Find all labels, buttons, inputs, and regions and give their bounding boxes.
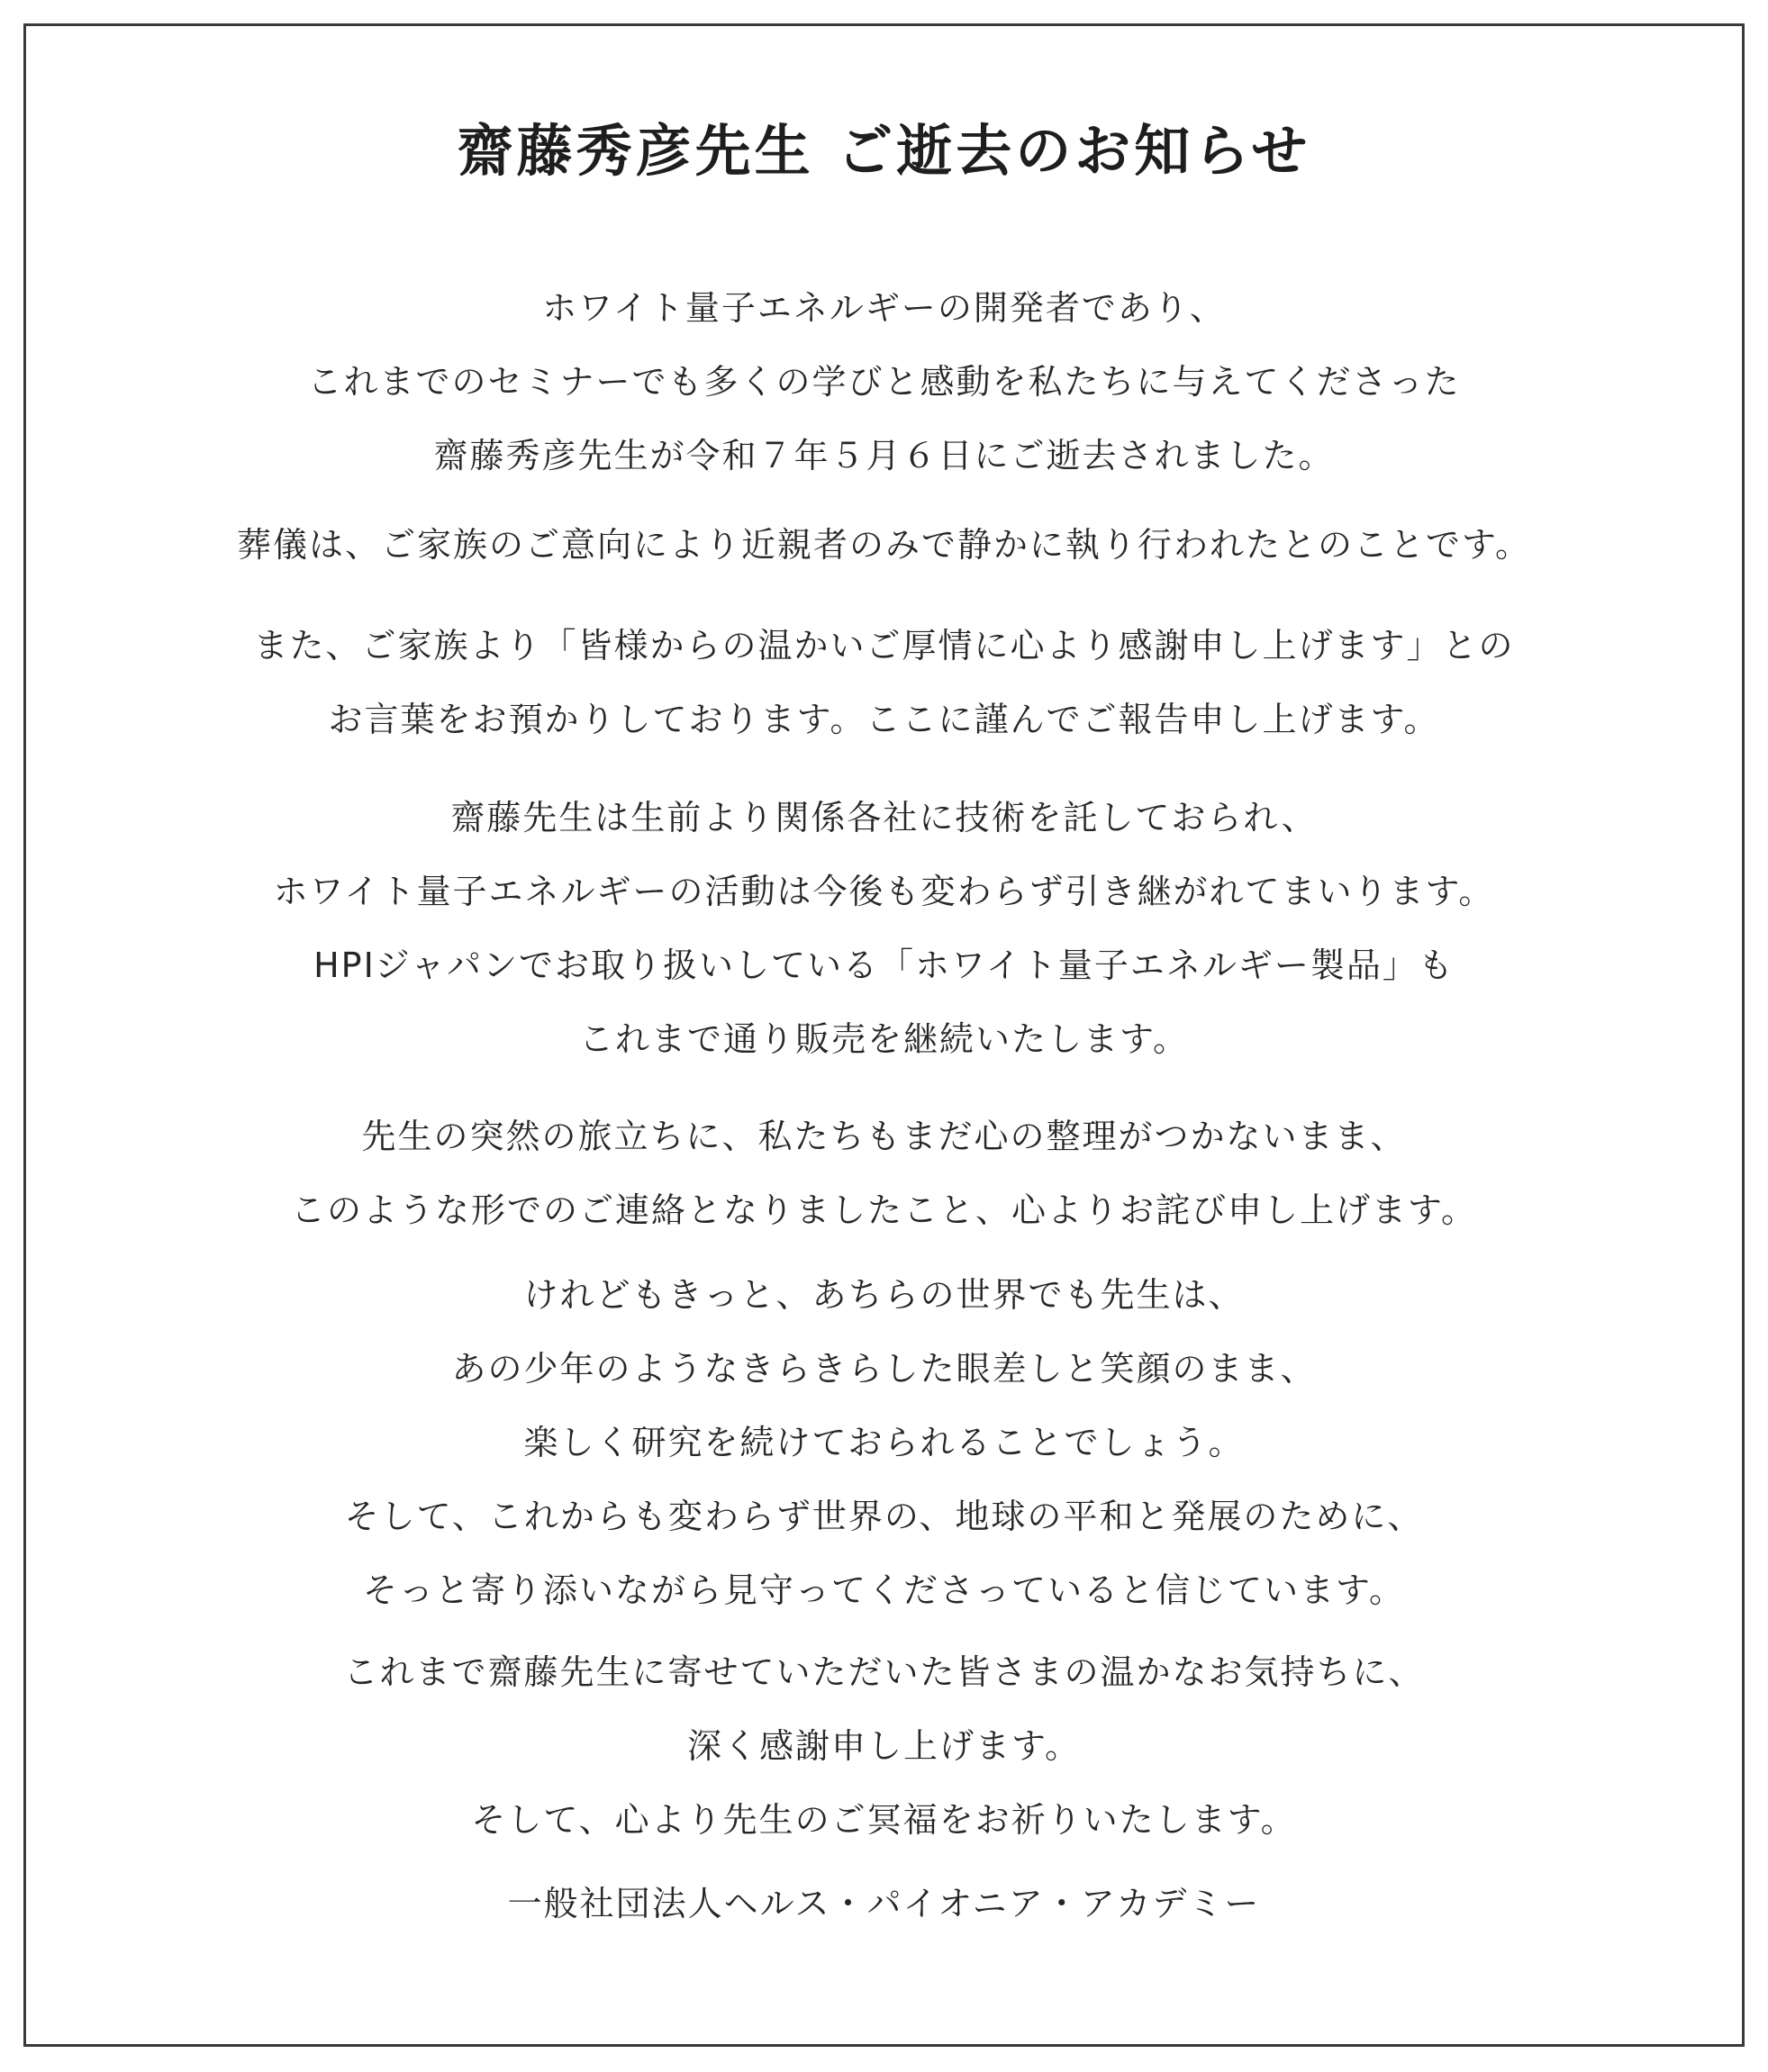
paragraph-apology <box>0 1099 1768 1247</box>
paragraph-line: これまでのセミナーでも多くの学びと感動を私たちに与えてくださった <box>307 362 1461 402</box>
paragraph-line: 先生の突然の旅立ちに、私たちもまだ心の整理がつかないまま、 <box>361 1117 1407 1156</box>
paragraph-announcement <box>0 271 1768 493</box>
paragraph-line: そして、心より先生のご冥福をお祈りいたします。 <box>471 1800 1297 1840</box>
paragraph-line: 齋藤秀彦先生が令和７年５月６日にご逝去されました。 <box>433 436 1335 475</box>
paragraph-line: お言葉をお預かりしております。ここに謹んでご報告申し上げます。 <box>328 700 1440 739</box>
paragraph-line: これまで通り販売を継続いたします。 <box>579 1019 1189 1059</box>
paragraph-funeral <box>0 508 1768 582</box>
paragraph-line: ホワイト量子エネルギーの活動は今後も変わらず引き継がれてまいります。 <box>273 872 1495 911</box>
paragraph-line: また、ご家族より「皆様からの温かいご厚情に心より感謝申し上げます」との <box>253 626 1515 665</box>
paragraph-line: 葬儀は、ご家族のご意向により近親者のみで静かに執り行われたとのことです。 <box>237 525 1531 565</box>
paragraph-line: 楽しく研究を続けておられることでしょう。 <box>523 1423 1245 1462</box>
paragraph-line: ホワイト量子エネルギーの開発者であり、 <box>542 288 1226 328</box>
notice-title: 齋藤秀彦先生 ご逝去のお知らせ <box>457 118 1311 184</box>
paragraph-line: そして、これからも変わらず世界の、地球の平和と発展のために、 <box>344 1497 1424 1536</box>
organization-signature: 一般社団法人ヘルス・パイオニア・アカデミー <box>507 1884 1261 1923</box>
paragraph-line: 齋藤先生は生前より関係各社に技術を託しておられ、 <box>450 798 1318 837</box>
paragraph-line: これまで齋藤先生に寄せていただいた皆さまの温かなお気持ちに、 <box>343 1652 1425 1692</box>
paragraph-line: けれどもきっと、あちらの世界でも先生は、 <box>523 1275 1245 1315</box>
paragraph-line: このような形でのご連絡となりましたこと、心よりお詫び申し上げます。 <box>291 1190 1477 1230</box>
paragraph-line: あの少年のようなきらきらした眼差しと笑顔のまま、 <box>451 1349 1317 1389</box>
paragraph-line: 深く感謝申し上げます。 <box>687 1726 1081 1766</box>
paragraph-continuation <box>0 781 1768 1076</box>
paragraph-family-message <box>0 609 1768 756</box>
paragraph-line: そっと寄り添いながら見守ってくださっていると信じています。 <box>363 1570 1405 1610</box>
paragraph-gratitude <box>0 1635 1768 1857</box>
paragraph-remembrance <box>0 1258 1768 1627</box>
paragraph-line: HPIジャパンでお取り扱いしている「ホワイト量子エネルギー製品」も <box>313 946 1455 985</box>
